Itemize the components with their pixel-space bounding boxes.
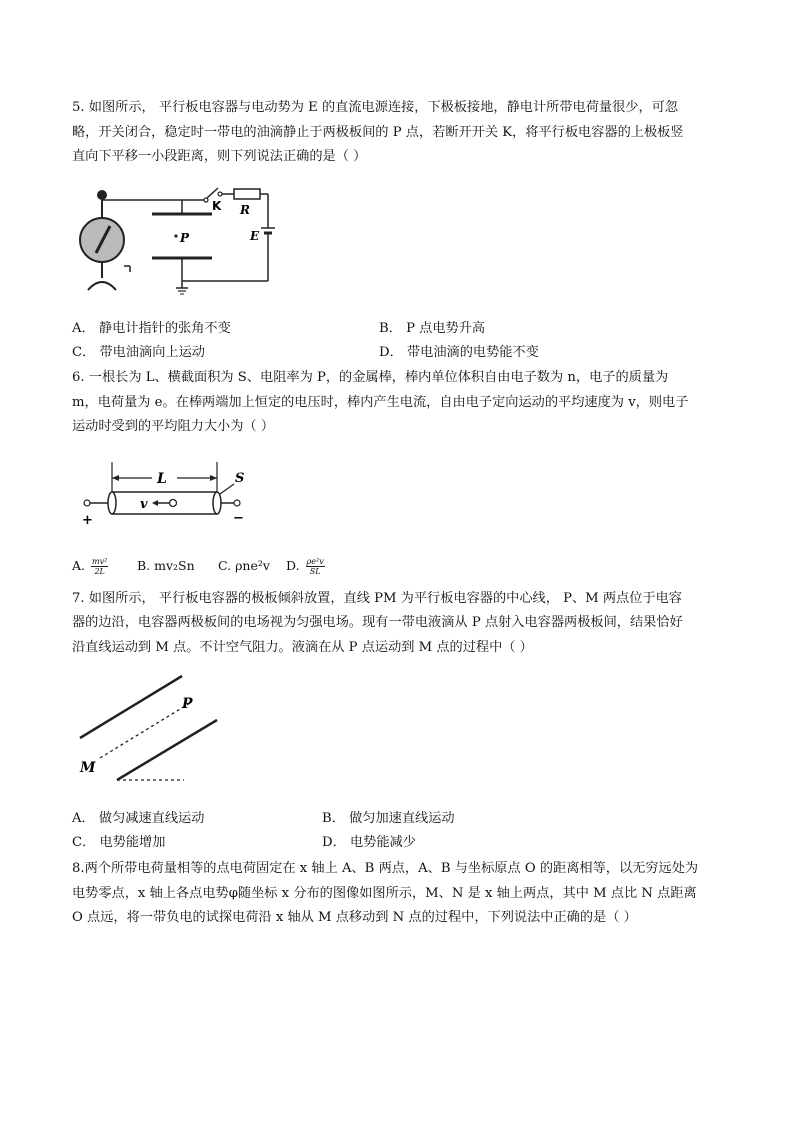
q8-line-1: 8.两个所带电荷量相等的点电荷固定在 x 轴上 A、B 两点，A、B 与坐标原点 O 的距离相等，以无穷远处为 xyxy=(72,861,699,876)
q6-label-s: S xyxy=(235,471,245,486)
q5-option-a[interactable]: A． 静电计指针的张角不变 xyxy=(72,321,231,336)
q6-option-c[interactable]: C. ρne²v xyxy=(218,558,270,573)
q7-capacitor-figure xyxy=(72,668,222,788)
q6-line-3: 运动时受到的平均阻力大小为（ ） xyxy=(72,419,275,434)
q5-label-k: K xyxy=(212,199,222,213)
q6-option-b[interactable]: B. mv₂Sn xyxy=(137,558,195,573)
q8-line-3: O 点远，将一带负电的试探电荷沿 x 轴从 M 点移动到 N 点的过程中，下列说法中正确的是（ ） xyxy=(72,910,637,925)
q6-line-1: 6. 一根长为 L、横截面积为 S、电阻率为 P，的金属棒，棒内单位体积自由电子数为 n，电子的质量为 xyxy=(72,370,669,385)
q7-line-2: 器的边沿，电容器两极板间的电场视为匀强电场。现有一带电液滴从 P 点射入电容器两极板间，结果恰好 xyxy=(72,615,683,630)
q7-label-p: P xyxy=(182,696,193,712)
q5-option-d[interactable]: D． 带电油滴的电势能不变 xyxy=(379,345,539,360)
q7-option-c[interactable]: C． 电势能增加 xyxy=(72,835,166,850)
q5-label-p: P xyxy=(180,231,190,245)
q7-label-m: M xyxy=(80,760,96,776)
q6-label-minus: − xyxy=(233,511,244,526)
q7-option-a[interactable]: A． 做匀减速直线运动 xyxy=(72,811,205,826)
q5-line-1: 5. 如图所示， 平行板电容器与电动势为 E 的直流电源连接，下极板接地，静电计所带电荷量很少，可忽 xyxy=(72,100,679,115)
q7-line-3: 沿直线运动到 M 点。不计空气阻力。液滴在从 P 点运动到 M 点的过程中（ ） xyxy=(72,640,533,655)
q6-option-a[interactable] xyxy=(72,557,110,576)
q6-option-a-numerator: mv² xyxy=(92,557,108,566)
q6-option-a-fraction xyxy=(91,557,108,576)
q5-circuit-figure xyxy=(72,178,294,303)
q6-label-l: L xyxy=(157,471,167,487)
q6-label-v: v xyxy=(140,497,148,512)
q6-option-d-denominator: SL xyxy=(309,567,321,576)
q5-line-3: 直向下平移一小段距离，则下列说法正确的是（ ） xyxy=(72,149,367,164)
q5-label-r: R xyxy=(240,203,250,217)
q6-option-a-denominator: 2L xyxy=(94,567,105,576)
q5-option-c[interactable]: C． 带电油滴向上运动 xyxy=(72,345,205,360)
q6-option-d[interactable] xyxy=(286,557,327,576)
q5-label-e: E xyxy=(250,229,260,243)
q8-line-2: 电势零点，x 轴上各点电势φ随坐标 x 分布的图像如图所示，M、N 是 x 轴上两点，其中 M 点比 N 点距离 xyxy=(72,886,697,901)
q6-option-a-prefix: A. xyxy=(72,558,86,573)
q6-rod-figure xyxy=(72,450,257,540)
q6-option-d-prefix: D. xyxy=(286,558,300,573)
q6-line-2: m，电荷量为 e。在棒两端加上恒定的电压时，棒内产生电流，自由电子定向运动的平均速度为 v，则电子 xyxy=(72,395,689,410)
q6-option-d-fraction xyxy=(306,557,325,576)
q7-option-d[interactable]: D． 电势能减少 xyxy=(322,835,416,850)
q7-line-1: 7. 如图所示， 平行板电容器的极板倾斜放置，直线 PM 为平行板电容器的中心线， P、M 两点位于电容 xyxy=(72,591,682,606)
q6-label-plus: + xyxy=(82,513,93,528)
q7-option-b[interactable]: B． 做匀加速直线运动 xyxy=(322,811,455,826)
q6-option-d-numerator: ρe²v xyxy=(306,557,324,566)
q5-line-2: 略，开关闭合，稳定时一带电的油滴静止于两极板间的 P 点，若断开开关 K，将平行板电容器的上极板竖 xyxy=(72,125,684,140)
q5-option-b[interactable]: B． P 点电势升高 xyxy=(379,321,486,336)
